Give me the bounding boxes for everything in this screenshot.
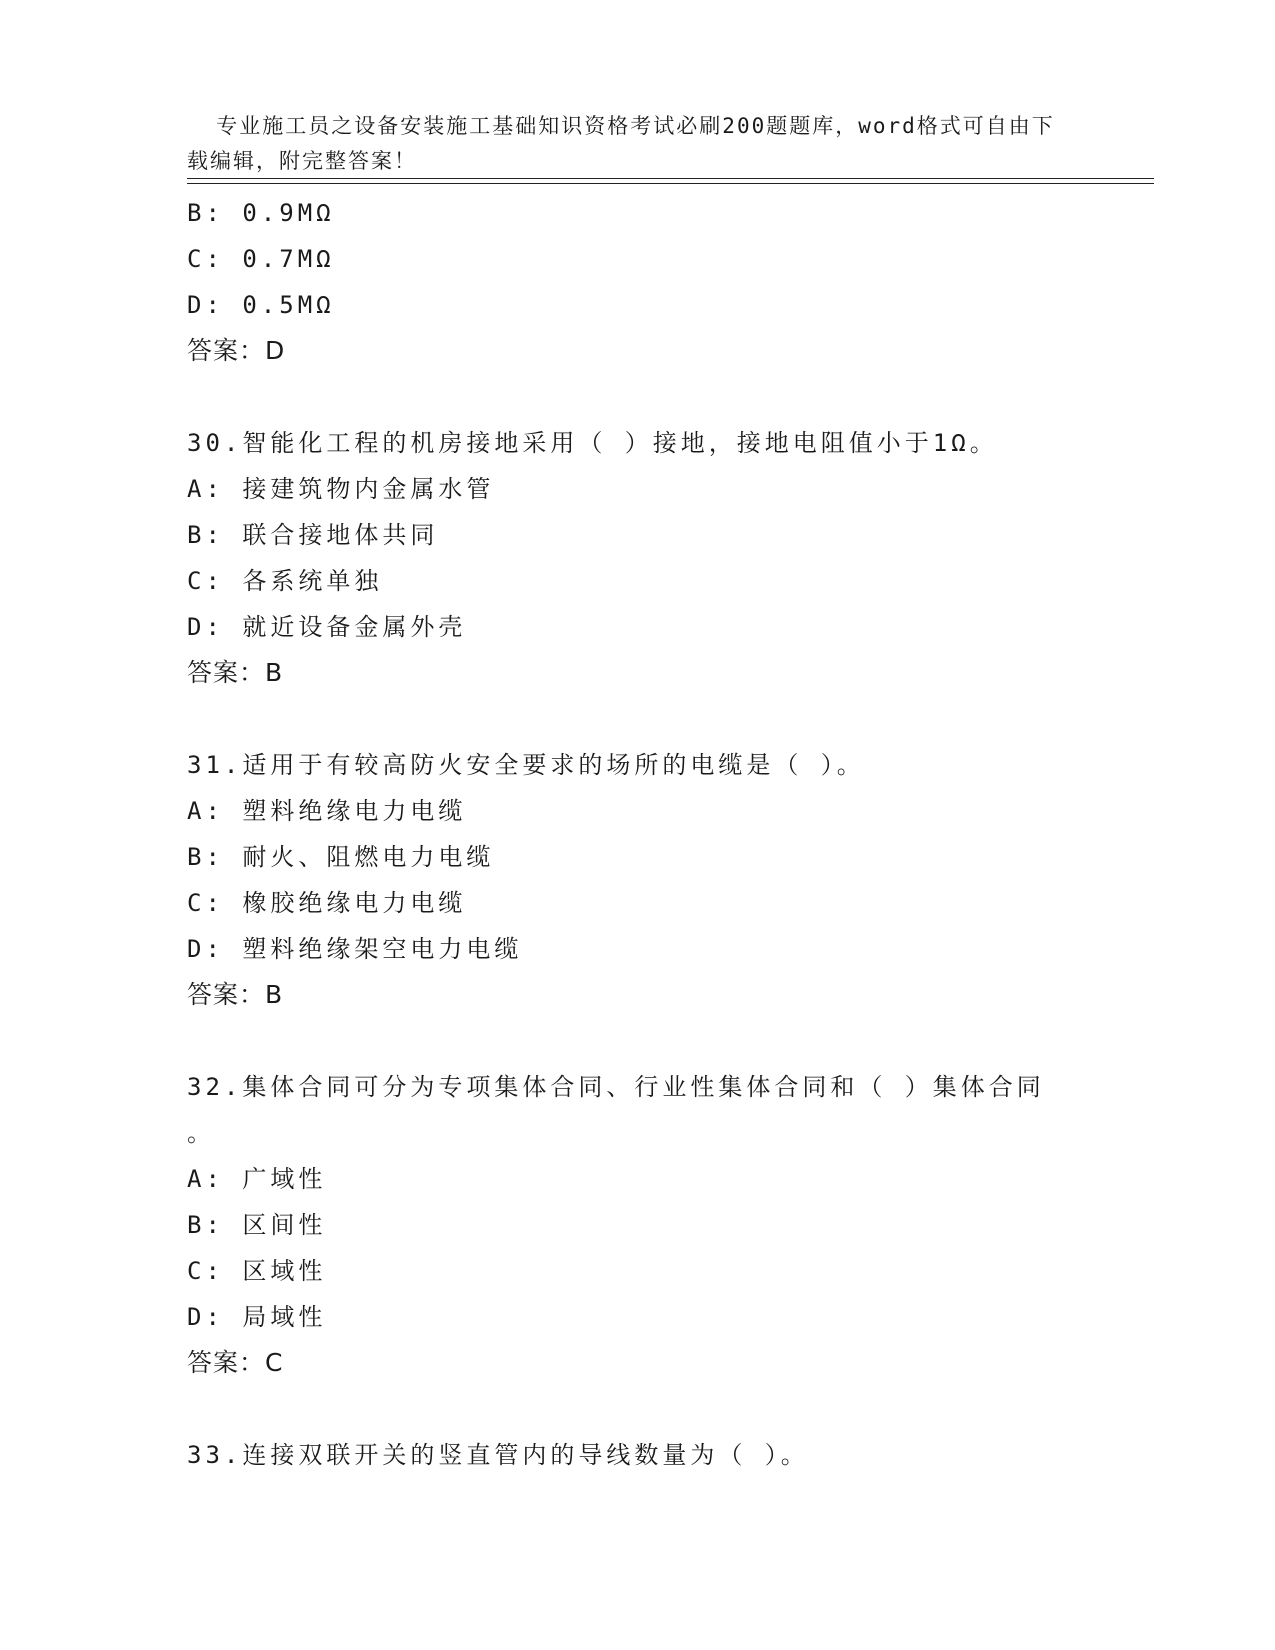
question-32 xyxy=(187,1064,1087,1386)
question-stem: 31.适用于有较高防火安全要求的场所的电缆是（ ）。 xyxy=(187,751,865,779)
question-stem: 33.连接双联开关的竖直管内的导线数量为（ ）。 xyxy=(187,1441,809,1469)
option-c: C: 区域性 xyxy=(187,1257,327,1285)
option-d: D: 塑料绝缘架空电力电缆 xyxy=(187,935,523,963)
option-a: A: 塑料绝缘电力电缆 xyxy=(187,797,467,825)
answer: 答案：B xyxy=(187,980,284,1009)
option-a: A: 广域性 xyxy=(187,1165,327,1193)
question-list xyxy=(187,190,1087,1478)
option-b: B: 区间性 xyxy=(187,1211,327,1239)
option-b: B: 联合接地体共同 xyxy=(187,521,439,549)
question-29-continuation xyxy=(187,190,1087,374)
option-c: C: 橡胶绝缘电力电缆 xyxy=(187,889,467,917)
answer: 答案：C xyxy=(187,1348,284,1377)
header-title: 专业施工员之设备安装施工基础知识资格考试必刷200题题库，word格式可自由下载编辑，附完整答案！ xyxy=(187,114,1055,173)
question-33 xyxy=(187,1432,1087,1478)
header-divider-top xyxy=(187,178,1154,179)
option-a: A: 接建筑物内金属水管 xyxy=(187,475,495,503)
answer: 答案：B xyxy=(187,658,284,687)
question-stem: 30.智能化工程的机房接地采用（ ）接地，接地电阻值小于1Ω。 xyxy=(187,429,998,457)
question-30 xyxy=(187,420,1087,696)
header-divider-bottom xyxy=(187,183,1154,184)
option-b: B: 耐火、阻燃电力电缆 xyxy=(187,843,495,871)
answer: 答案：D xyxy=(187,336,286,365)
document-header xyxy=(187,74,1067,179)
question-31 xyxy=(187,742,1087,1018)
option-b: B: 0.9MΩ xyxy=(187,199,335,227)
question-stem: 32.集体合同可分为专项集体合同、行业性集体合同和（ ）集体合同 xyxy=(187,1073,1045,1101)
option-d: D: 就近设备金属外壳 xyxy=(187,613,467,641)
option-c: C: 0.7MΩ xyxy=(187,245,335,273)
option-d: D: 0.5MΩ xyxy=(187,291,335,319)
option-c: C: 各系统单独 xyxy=(187,567,383,595)
question-stem-continuation: 。 xyxy=(187,1119,215,1147)
option-d: D: 局域性 xyxy=(187,1303,327,1331)
